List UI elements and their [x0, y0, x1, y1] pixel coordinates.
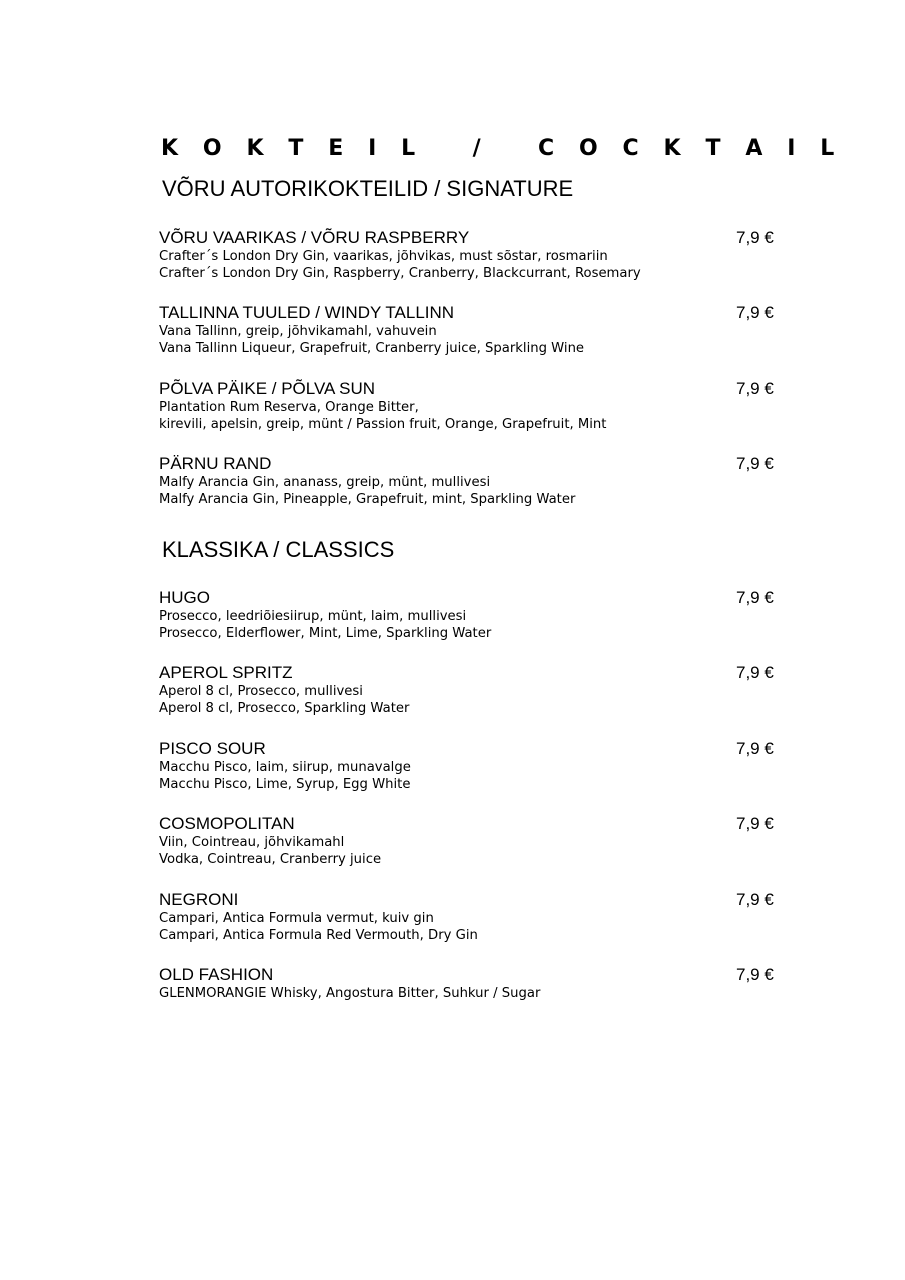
section-heading-classics: KLASSIKA / CLASSICS	[162, 537, 395, 562]
item-name: HUGO	[159, 588, 210, 607]
item-price: 7,9 €	[736, 663, 774, 682]
item-name: APEROL SPRITZ	[159, 663, 293, 682]
item-description-et: Plantation Rum Reserva, Orange Bitter,	[159, 400, 419, 415]
item-price: 7,9 €	[736, 454, 774, 473]
item-description-en: Aperol 8 cl, Prosecco, Sparkling Water	[159, 701, 410, 716]
item-description-et: Campari, Antica Formula vermut, kuiv gin	[159, 911, 434, 926]
item-name: PÄRNU RAND	[159, 454, 272, 473]
item-name: VÕRU VAARIKAS / VÕRU RASPBERRY	[159, 228, 470, 247]
item-price: 7,9 €	[736, 965, 774, 984]
item-description-en: Macchu Pisco, Lime, Syrup, Egg White	[159, 777, 411, 792]
item-description-en: Vodka, Cointreau, Cranberry juice	[159, 852, 382, 867]
item-name: PISCO SOUR	[159, 739, 266, 758]
menu-item	[159, 454, 784, 508]
item-description-et: Crafter´s London Dry Gin, vaarikas, jõhvikas, must sõstar, rosmariin	[159, 249, 608, 264]
item-description-et: Macchu Pisco, laim, siirup, munavalge	[159, 760, 411, 775]
menu-item	[159, 663, 784, 717]
section-heading-signature: VÕRU AUTORIKOKTEILID / SIGNATURE	[162, 176, 574, 201]
item-description-en: Crafter´s London Dry Gin, Raspberry, Cranberry, Blackcurrant, Rosemary	[159, 266, 641, 281]
item-price: 7,9 €	[736, 228, 774, 247]
page-title: K O K T E I L / C O C K T A I L	[161, 136, 843, 161]
item-name: PÕLVA PÄIKE / PÕLVA SUN	[159, 379, 376, 398]
item-description-et: Prosecco, leedriõiesiirup, münt, laim, mullivesi	[159, 609, 467, 624]
item-description-en: Vana Tallinn Liqueur, Grapefruit, Cranberry juice, Sparkling Wine	[159, 341, 585, 356]
menu-item	[159, 890, 784, 944]
item-description-en: Campari, Antica Formula Red Vermouth, Dry Gin	[159, 928, 478, 943]
item-description-et: Viin, Cointreau, jõhvikamahl	[159, 835, 345, 850]
item-name: COSMOPOLITAN	[159, 814, 295, 833]
item-description-en: kirevili, apelsin, greip, münt / Passion fruit, Orange, Grapefruit, Mint	[159, 417, 607, 432]
item-name: NEGRONI	[159, 890, 239, 909]
item-price: 7,9 €	[736, 588, 774, 607]
item-description: GLENMORANGIE Whisky, Angostura Bitter, Suhkur / Sugar	[159, 986, 541, 1001]
menu-item	[159, 379, 784, 433]
item-price: 7,9 €	[736, 814, 774, 833]
menu-item	[159, 303, 784, 357]
item-description-et: Malfy Arancia Gin, ananass, greip, münt, mullivesi	[159, 475, 491, 490]
item-description-et: Aperol 8 cl, Prosecco, mullivesi	[159, 684, 363, 699]
item-price: 7,9 €	[736, 890, 774, 909]
menu-item	[159, 588, 784, 642]
menu-item	[159, 814, 784, 868]
item-description-en: Malfy Arancia Gin, Pineapple, Grapefruit, mint, Sparkling Water	[159, 492, 576, 507]
menu-item	[159, 739, 784, 793]
menu-item	[159, 965, 784, 1002]
item-description-en: Prosecco, Elderflower, Mint, Lime, Sparkling Water	[159, 626, 492, 641]
item-description-et: Vana Tallinn, greip, jõhvikamahl, vahuvein	[159, 324, 437, 339]
item-name: OLD FASHION	[159, 965, 274, 984]
item-price: 7,9 €	[736, 303, 774, 322]
item-name: TALLINNA TUULED / WINDY TALLINN	[159, 303, 455, 322]
item-price: 7,9 €	[736, 739, 774, 758]
item-price: 7,9 €	[736, 379, 774, 398]
menu-item	[159, 228, 784, 282]
